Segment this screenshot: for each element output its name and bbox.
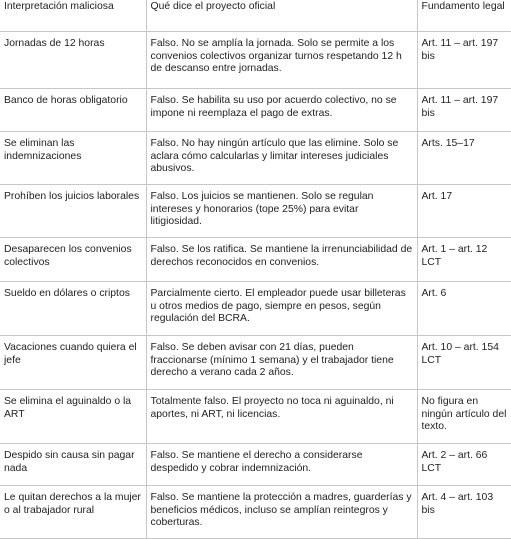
cell-claim: Desaparecen los convenios colectivos xyxy=(0,238,146,282)
cell-claim: Jornadas de 12 horas xyxy=(0,32,146,89)
cell-legal: Art. 17 xyxy=(417,185,511,238)
table-row xyxy=(0,132,511,185)
cell-official: Falso. Los juicios se mantienen. Solo se regulan intereses y honorarios (tope 25%) para evitar litigiosidad. xyxy=(146,185,417,238)
cell-official: Falso. Se deben avisar con 21 días, pueden fraccionarse (mínimo 1 semana) y el trabajador tiene derecho a verano cada 2 años. xyxy=(146,336,417,390)
cell-official: Totalmente falso. El proyecto no toca ni aguinaldo, ni aportes, ni ART, ni licencias. xyxy=(146,390,417,444)
table-row xyxy=(0,336,511,390)
cell-claim: Banco de horas obligatorio xyxy=(0,89,146,132)
cell-claim: Le quitan derechos a la mujer o al trabajador rural xyxy=(0,486,146,539)
header-official-project: Qué dice el proyecto oficial xyxy=(146,0,417,32)
cell-claim: Se elimina el aguinaldo o la ART xyxy=(0,390,146,444)
cell-official: Falso. No hay ningún artículo que las elimine. Solo se aclara cómo calcularlas y limitar intereses judiciales abusivos. xyxy=(146,132,417,185)
cell-claim: Prohíben los juicios laborales xyxy=(0,185,146,238)
cell-claim: Sueldo en dólares o criptos xyxy=(0,282,146,336)
cell-claim: Se eliminan las indemnizaciones xyxy=(0,132,146,185)
cell-official: Falso. Se mantiene la protección a madres, guarderías y beneficios médicos, incluso se amplían reintegros y coberturas. xyxy=(146,486,417,539)
cell-claim: Vacaciones cuando quiera el jefe xyxy=(0,336,146,390)
cell-official: Falso. No se amplía la jornada. Solo se permite a los convenios colectivos organizar turnos respetando 12 h de descanso entre jornadas. xyxy=(146,32,417,89)
cell-legal: Art. 11 – art. 197 bis xyxy=(417,89,511,132)
header-malicious-interpretation: Interpretación maliciosa xyxy=(0,0,146,32)
table-row xyxy=(0,444,511,486)
table-row xyxy=(0,238,511,282)
cell-legal: Art. 6 xyxy=(417,282,511,336)
cell-official: Falso. Se los ratifica. Se mantiene la irrenunciabilidad de derechos reconocidos en convenios. xyxy=(146,238,417,282)
table-row xyxy=(0,390,511,444)
table-row xyxy=(0,486,511,539)
cell-legal: Art. 10 – art. 154 LCT xyxy=(417,336,511,390)
cell-official: Falso. Se habilita su uso por acuerdo colectivo, no se impone ni reemplaza el pago de extras. xyxy=(146,89,417,132)
cell-legal: No figura en ningún artículo del texto. xyxy=(417,390,511,444)
cell-legal: Art. 1 – art. 12 LCT xyxy=(417,238,511,282)
header-legal-basis: Fundamento legal xyxy=(417,0,511,32)
cell-legal: Art. 4 – art. 103 bis xyxy=(417,486,511,539)
table-row xyxy=(0,89,511,132)
cell-official: Parcialmente cierto. El empleador puede usar billeteras u otros medios de pago, siempre en pesos, según regulación del BCRA. xyxy=(146,282,417,336)
table-header-row xyxy=(0,0,511,32)
cell-legal: Art. 2 – art. 66 LCT xyxy=(417,444,511,486)
cell-claim: Despido sin causa sin pagar nada xyxy=(0,444,146,486)
cell-official: Falso. Se mantiene el derecho a considerarse despedido y cobrar indemnización. xyxy=(146,444,417,486)
table-row xyxy=(0,282,511,336)
cell-legal: Arts. 15–17 xyxy=(417,132,511,185)
cell-legal: Art. 11 – art. 197 bis xyxy=(417,32,511,89)
table-row xyxy=(0,185,511,238)
table-row xyxy=(0,32,511,89)
